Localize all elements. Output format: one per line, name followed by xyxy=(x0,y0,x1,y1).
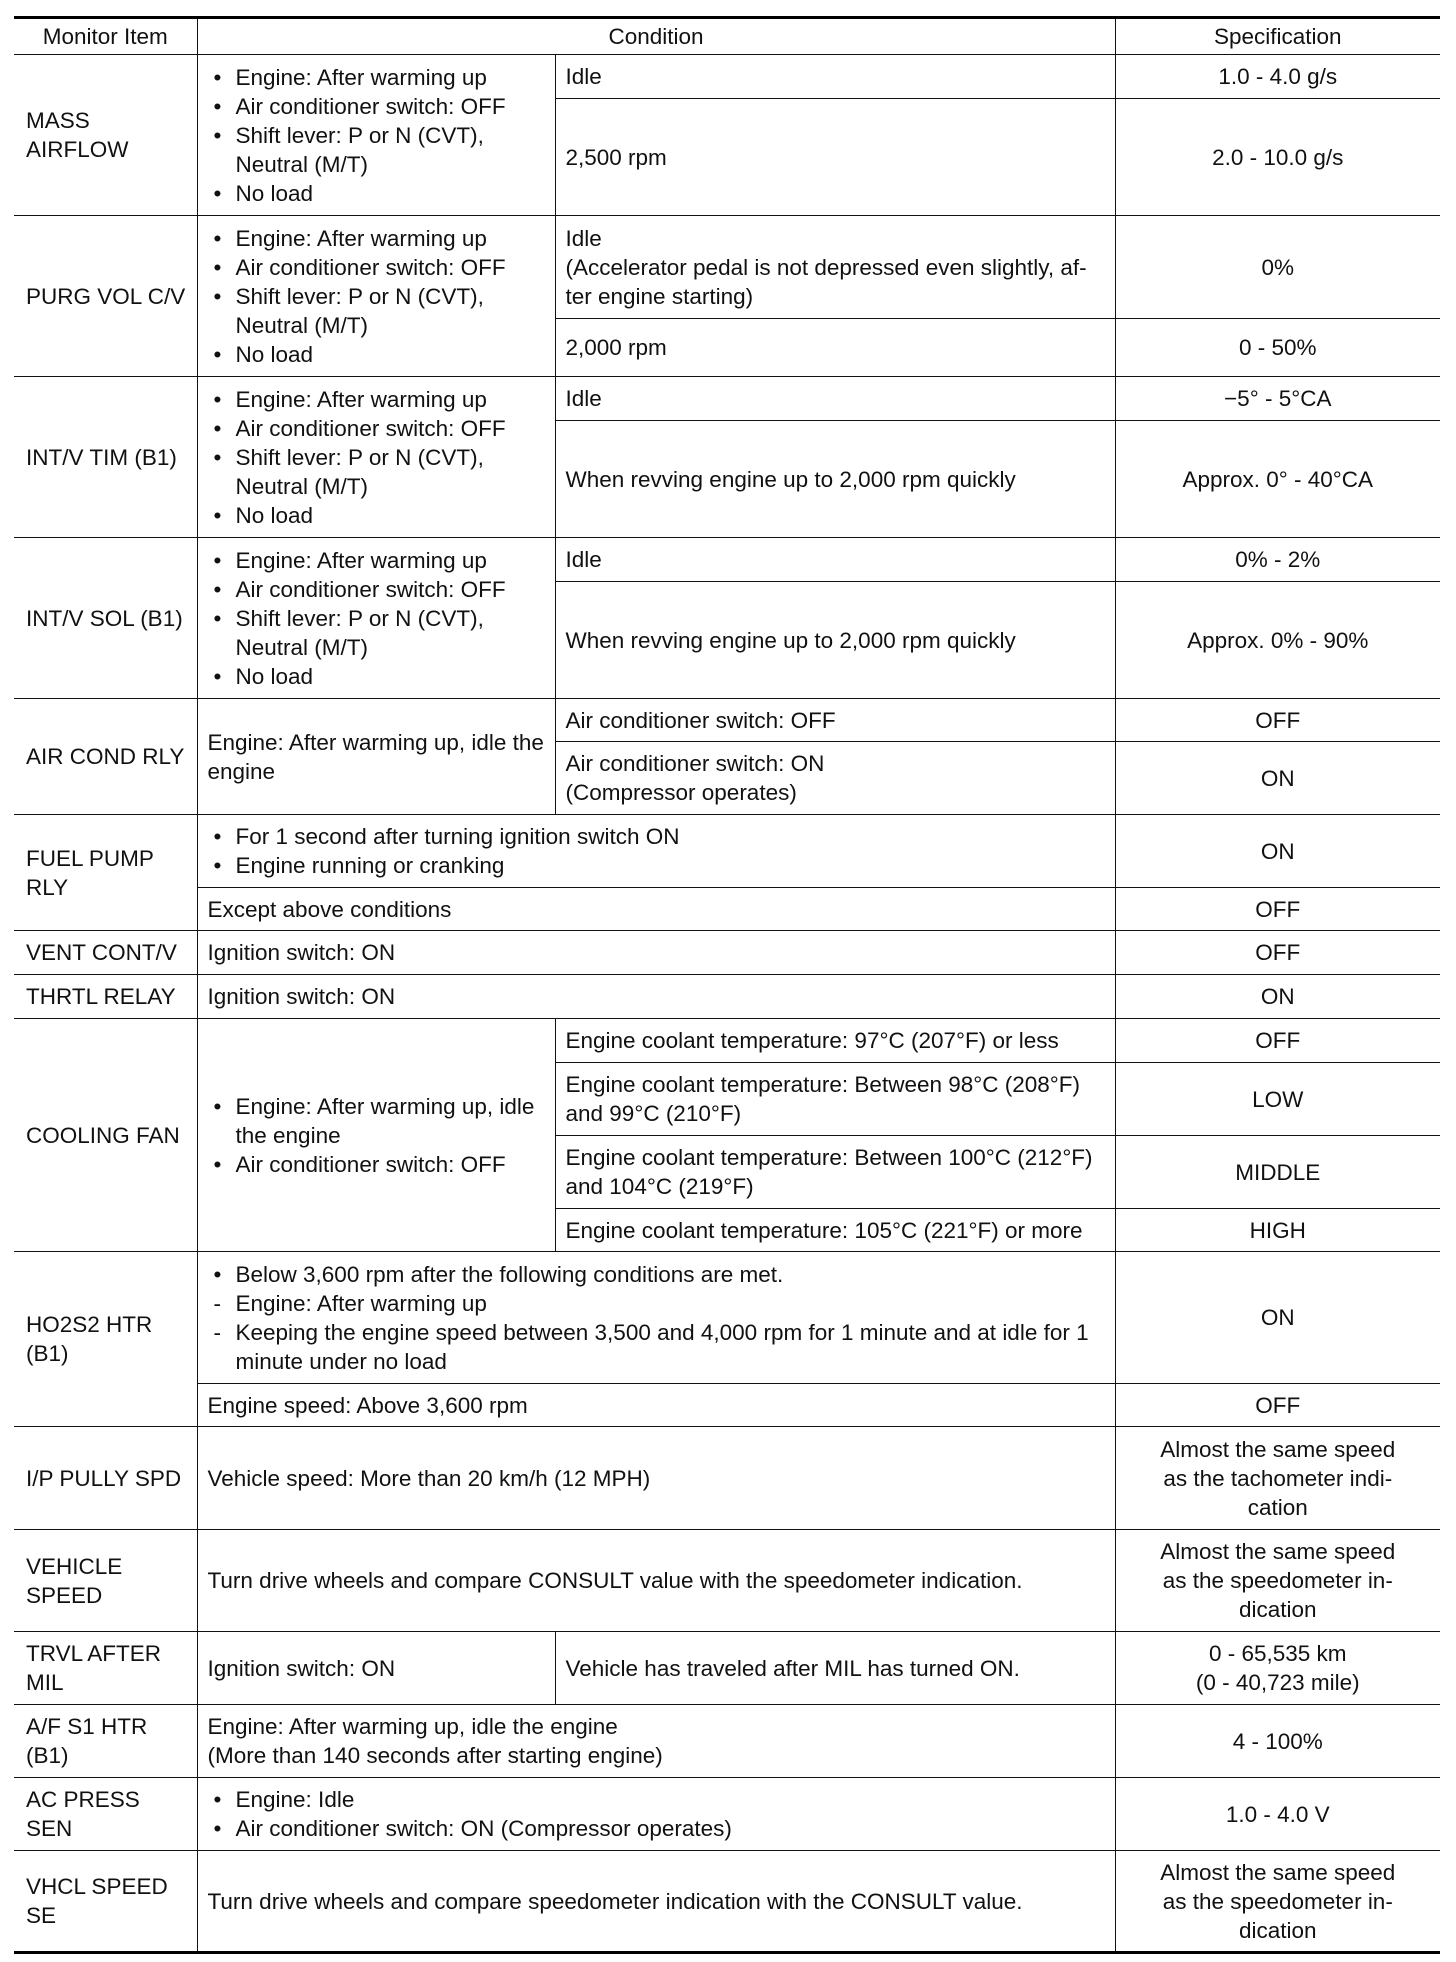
specification: LOW xyxy=(1115,1063,1440,1136)
specification: OFF xyxy=(1115,1384,1440,1427)
condition-cell xyxy=(197,1705,1115,1778)
sub-condition: 2,000 rpm xyxy=(555,319,1115,377)
list-item: • No load xyxy=(208,179,545,208)
specification: Approx. 0° - 40°CA xyxy=(1115,421,1440,538)
specification xyxy=(1115,1632,1440,1705)
header-condition: Condition xyxy=(197,18,1115,55)
list-item: • Engine: After warming up, idle the engine xyxy=(208,1092,545,1150)
condition-cell xyxy=(197,55,555,216)
table-row xyxy=(14,699,1440,742)
monitor-item: FUEL PUMP RLY xyxy=(14,815,197,931)
list-item: • No load xyxy=(208,501,545,530)
sub-condition: Engine coolant temperature: Between 100°C (212°F) and 104°C (219°F) xyxy=(555,1136,1115,1209)
list-item: • Air conditioner switch: OFF xyxy=(208,1150,545,1179)
specification xyxy=(1115,1427,1440,1530)
condition-line: (More than 140 seconds after starting engine) xyxy=(207,1743,663,1768)
list-item: • For 1 second after turning ignition switch ON xyxy=(208,822,1105,851)
monitor-spec-table xyxy=(14,16,1440,1954)
list-item: • Engine: After warming up xyxy=(208,63,545,92)
condition-line: (Compressor operates) xyxy=(565,780,797,805)
list-item: • Air conditioner switch: ON (Compressor operates) xyxy=(208,1814,1105,1843)
specification: 4 - 100% xyxy=(1115,1705,1440,1778)
condition-cell: Except above conditions xyxy=(197,888,1115,931)
condition-line: Idle xyxy=(565,225,602,251)
table-row xyxy=(14,1851,1440,1953)
spec-line: Almost the same speed xyxy=(1160,1539,1396,1564)
spec-line: Almost the same speed xyxy=(1160,1859,1396,1885)
sub-condition: When revving engine up to 2,000 rpm quickly xyxy=(555,421,1115,538)
specification: 0% xyxy=(1115,216,1440,319)
specification: OFF xyxy=(1115,1019,1440,1063)
specification: ON xyxy=(1115,815,1440,888)
specification xyxy=(1115,1530,1440,1632)
condition-cell xyxy=(197,1252,1115,1384)
condition-cell: Engine: After warming up, idle the engine xyxy=(197,699,555,815)
specification: OFF xyxy=(1115,888,1440,931)
spec-line: dication xyxy=(1238,1597,1317,1622)
monitor-item: VEHICLE SPEED xyxy=(14,1530,197,1632)
list-item: • Below 3,600 rpm after the following conditions are met. xyxy=(208,1260,1105,1289)
specification: 0 - 50% xyxy=(1115,319,1440,377)
specification: ON xyxy=(1115,1252,1440,1384)
condition-list xyxy=(208,1092,545,1179)
sub-condition: Vehicle has traveled after MIL has turned ON. xyxy=(555,1632,1115,1705)
list-item: • Engine: After warming up xyxy=(208,224,545,253)
specification: 2.0 - 10.0 g/s xyxy=(1115,99,1440,216)
specification: Approx. 0% - 90% xyxy=(1115,582,1440,699)
sub-condition: 2,500 rpm xyxy=(555,99,1115,216)
table-header-row xyxy=(14,18,1440,55)
list-item: • Engine: After warming up xyxy=(208,385,545,414)
condition-list xyxy=(208,63,545,208)
spec-line: dication xyxy=(1238,1917,1317,1943)
condition-cell: Turn drive wheels and compare speedometer indication with the CONSULT value. xyxy=(197,1851,1115,1953)
specification: MIDDLE xyxy=(1115,1136,1440,1209)
monitor-item: INT/V TIM (B1) xyxy=(14,377,197,538)
list-item: - Keeping the engine speed between 3,500 and 4,000 rpm for 1 minute and at idle for 1 minute under no load xyxy=(208,1318,1105,1376)
sub-condition: Air conditioner switch: OFF xyxy=(555,699,1115,742)
specification: 1.0 - 4.0 V xyxy=(1115,1778,1440,1851)
list-item: • Shift lever: P or N (CVT), Neutral (M/T) xyxy=(208,282,545,340)
list-item: • Engine: Idle xyxy=(208,1785,1105,1814)
condition-list xyxy=(208,546,545,691)
table-row xyxy=(14,1427,1440,1530)
table-row xyxy=(14,1632,1440,1705)
table-row xyxy=(14,55,1440,99)
condition-line: Engine: After warming up, idle the engine xyxy=(207,1714,618,1739)
spec-line: as the speedometer in- xyxy=(1162,1568,1393,1593)
condition-line: Air conditioner switch: ON xyxy=(565,751,825,776)
condition-cell xyxy=(197,377,555,538)
table-row xyxy=(14,538,1440,582)
specification: −5° - 5°CA xyxy=(1115,377,1440,421)
specification: 0% - 2% xyxy=(1115,538,1440,582)
sub-condition: Engine coolant temperature: Between 98°C (208°F) and 99°C (210°F) xyxy=(555,1063,1115,1136)
monitor-item: PURG VOL C/V xyxy=(14,216,197,377)
condition-line: ter engine starting) xyxy=(565,283,754,309)
condition-cell xyxy=(197,1019,555,1252)
condition-cell: Turn drive wheels and compare CONSULT value with the speedometer indication. xyxy=(197,1530,1115,1632)
header-specification: Specification xyxy=(1115,18,1440,55)
list-item: • No load xyxy=(208,662,545,691)
table-row xyxy=(14,888,1440,931)
spec-line: cation xyxy=(1247,1494,1308,1520)
condition-cell: Ignition switch: ON xyxy=(197,1632,555,1705)
table-row xyxy=(14,815,1440,888)
sub-condition xyxy=(555,216,1115,319)
condition-cell: Vehicle speed: More than 20 km/h (12 MPH) xyxy=(197,1427,1115,1530)
monitor-item: COOLING FAN xyxy=(14,1019,197,1252)
monitor-item: VHCL SPEED SE xyxy=(14,1851,197,1953)
specification: 1.0 - 4.0 g/s xyxy=(1115,55,1440,99)
monitor-item: AIR COND RLY xyxy=(14,699,197,815)
sub-condition: Idle xyxy=(555,55,1115,99)
monitor-item: TRVL AFTER MIL xyxy=(14,1632,197,1705)
spec-line: (0 - 40,723 mile) xyxy=(1195,1670,1360,1695)
condition-list xyxy=(208,1785,1105,1843)
list-item: - Engine: After warming up xyxy=(208,1289,1105,1318)
list-item: • Air conditioner switch: OFF xyxy=(208,414,545,443)
table-row xyxy=(14,216,1440,319)
sub-condition: Idle xyxy=(555,538,1115,582)
header-monitor-item: Monitor Item xyxy=(14,18,197,55)
monitor-item: I/P PULLY SPD xyxy=(14,1427,197,1530)
condition-cell: Engine speed: Above 3,600 rpm xyxy=(197,1384,1115,1427)
specification xyxy=(1115,1851,1440,1953)
condition-list xyxy=(208,224,545,369)
condition-sublist xyxy=(208,1289,1105,1376)
table-row xyxy=(14,1778,1440,1851)
list-item: • Shift lever: P or N (CVT), Neutral (M/T) xyxy=(208,121,545,179)
condition-cell xyxy=(197,815,1115,888)
spec-line: Almost the same speed xyxy=(1160,1436,1396,1462)
condition-cell: Ignition switch: ON xyxy=(197,975,1115,1019)
sub-condition: Engine coolant temperature: 105°C (221°F) or more xyxy=(555,1209,1115,1252)
specification: HIGH xyxy=(1115,1209,1440,1252)
spec-line: 0 - 65,535 km xyxy=(1208,1641,1347,1666)
monitor-item: MASS AIRFLOW xyxy=(14,55,197,216)
table-row xyxy=(14,1705,1440,1778)
condition-list xyxy=(208,385,545,530)
sub-condition: When revving engine up to 2,000 rpm quickly xyxy=(555,582,1115,699)
monitor-item: THRTL RELAY xyxy=(14,975,197,1019)
condition-list xyxy=(208,822,1105,880)
table-row xyxy=(14,931,1440,975)
table-row xyxy=(14,975,1440,1019)
spec-line: as the tachometer indi- xyxy=(1163,1465,1393,1491)
sub-condition: Idle xyxy=(555,377,1115,421)
monitor-item: AC PRESS SEN xyxy=(14,1778,197,1851)
list-item: • Air conditioner switch: OFF xyxy=(208,253,545,282)
monitor-item: VENT CONT/V xyxy=(14,931,197,975)
specification: OFF xyxy=(1115,699,1440,742)
specification: ON xyxy=(1115,742,1440,815)
list-item: • Engine: After warming up xyxy=(208,546,545,575)
table-row xyxy=(14,1384,1440,1427)
list-item: • Shift lever: P or N (CVT), Neutral (M/T) xyxy=(208,443,545,501)
spec-line: as the speedometer in- xyxy=(1162,1888,1393,1914)
condition-cell xyxy=(197,216,555,377)
list-item: • Shift lever: P or N (CVT), Neutral (M/T) xyxy=(208,604,545,662)
specification: ON xyxy=(1115,975,1440,1019)
table-row xyxy=(14,1530,1440,1632)
condition-line: (Accelerator pedal is not depressed even slightly, af- xyxy=(565,254,1087,280)
monitor-item: HO2S2 HTR (B1) xyxy=(14,1252,197,1427)
condition-list xyxy=(208,1260,1105,1289)
table-row xyxy=(14,1252,1440,1384)
list-item: • Air conditioner switch: OFF xyxy=(208,575,545,604)
condition-cell: Ignition switch: ON xyxy=(197,931,1115,975)
sub-condition xyxy=(555,742,1115,815)
list-item: • No load xyxy=(208,340,545,369)
specification: OFF xyxy=(1115,931,1440,975)
monitor-item: INT/V SOL (B1) xyxy=(14,538,197,699)
list-item: • Air conditioner switch: OFF xyxy=(208,92,545,121)
list-item: • Engine running or cranking xyxy=(208,851,1105,880)
table-row xyxy=(14,1019,1440,1063)
condition-cell xyxy=(197,538,555,699)
condition-cell xyxy=(197,1778,1115,1851)
sub-condition: Engine coolant temperature: 97°C (207°F) or less xyxy=(555,1019,1115,1063)
monitor-item: A/F S1 HTR (B1) xyxy=(14,1705,197,1778)
table-row xyxy=(14,377,1440,421)
